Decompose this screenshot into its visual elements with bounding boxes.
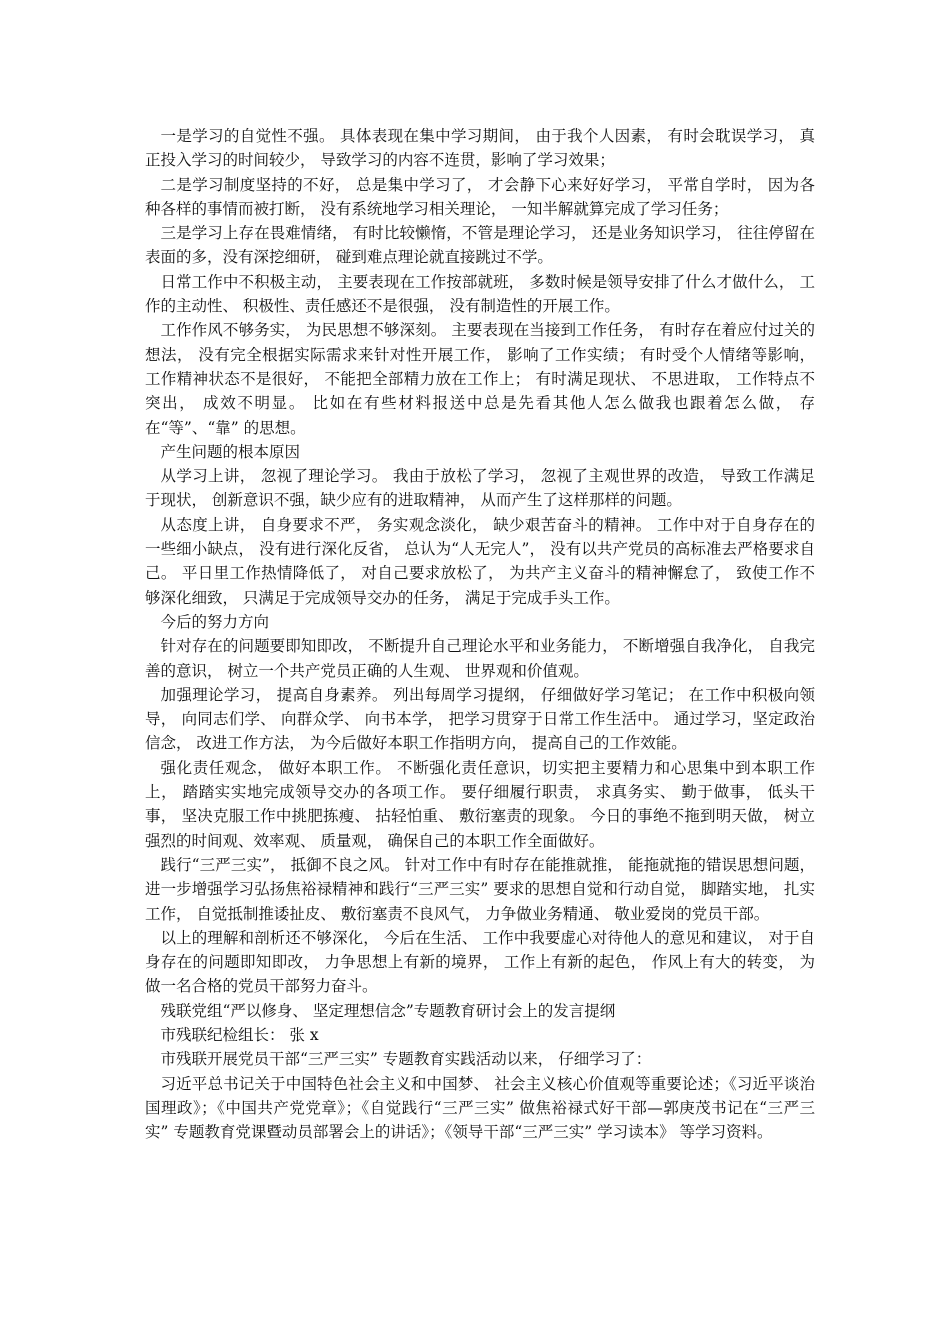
paragraph-study-awareness: 一是学习的自觉性不强。 具体表现在集中学习期间， 由于我个人因素， 有时会耽误学习， 真正投入学习的时间较少， 导致学习的内容不连贯，影响了学习效果； (145, 127, 815, 170)
paragraph-work-style: 工作作风不够务实， 为民思想不够深刻。 主要表现在当接到工作任务， 有时存在着应付过关的想法， 没有完全根据实际需求来针对性开展工作， 影响了工作实绩； 有时受个人情绪等影响， 工作精神状态不是很好， 不能把全部精力放在工作上； 有时满足现状、 不思进取， 工作特点不突出， 成效不明显。 比如在有些材料报送中总是先看其他人怎么做我也跟着怎么做， 存在“等”、“靠” 的思想。 (145, 321, 815, 437)
speaker-line: 市残联纪检组长： 张 x (160, 1025, 319, 1044)
paragraph-study-system: 二是学习制度坚持的不好， 总是集中学习了， 才会静下心来好好学习， 平常自学时， 因为各种各样的事情而被打断， 没有系统地学习相关理论， 一知半解就算完成了学习任务； (145, 175, 815, 218)
paragraph-cause-learning: 从学习上讲， 忽视了理论学习。 我由于放松了学习， 忽视了主观世界的改造， 导致工作满足于现状， 创新意识不强，缺少应有的进取精神， 从而产生了这样那样的问题。 (145, 467, 815, 510)
paragraph-correct-immediately: 针对存在的问题要即知即改， 不断提升自己理论水平和业务能力， 不断增强自我净化， 自我完善的意识， 树立一个共产党员正确的人生观、 世界观和价值观。 (145, 637, 815, 680)
paragraph-strengthen-theory: 加强理论学习， 提高自身素养。 列出每周学习提纲， 仔细做好学习笔记； 在工作中积极向领导， 向同志们学、 向群众学、 向书本学， 把学习贯穿于日常工作生活中。 通过学习，坚定政治信念， 改进工作方法， 为今后做好本职工作指明方向， 提高自己的工作效能。 (145, 685, 815, 753)
paragraph-strengthen-responsibility: 强化责任观念， 做好本职工作。 不断强化责任意识，切实把主要精力和心思集中到本职工作上， 踏踏实实地完成领导交办的各项工作。 要仔细履行职责， 求真务实、 勤于做事， 低头干事， 坚决克服工作中挑肥拣瘦、 拈轻怕重、 敷衍塞责的现象。 今日的事绝不拖到明天做， 树立强烈的时间观、效率观、 质量观， 确保自己的本职工作全面做好。 (145, 758, 815, 850)
paragraph-study-materials: 习近平总书记关于中国特色社会主义和中国梦、 社会主义核心价值观等重要论述；《习近平谈治国理政》；《中国共产党党章》；《自觉践行“三严三实” 做焦裕禄式好干部—郭庚茂书记在“三严三实” 专题教育党课暨动员部署会上的讲话》；《领导干部“三严三实” 学习读本》 等学习资料。 (145, 1074, 815, 1142)
document-body (145, 124, 815, 1144)
speech-outline-title: 残联党组“严以修身、 坚定理想信念”专题教育研讨会上的发言提纲 (160, 1001, 616, 1020)
section-heading-future-direction: 今后的努力方向 (160, 612, 270, 631)
paragraph-study-intro: 市残联开展党员干部“三严三实” 专题教育实践活动以来， 仔细学习了： (160, 1050, 652, 1069)
section-heading-root-causes: 产生问题的根本原因 (160, 442, 301, 461)
paragraph-three-stricts: 践行“三严三实”， 抵御不良之风。 针对工作中有时存在能推就推， 能拖就拖的错误思想问题， 进一步增强学习弘扬焦裕禄精神和践行“三严三实” 要求的思想自觉和行动自觉， 脚踏实地， 扎实工作， 自觉抵制推诿扯皮、 敷衍塞责不良风气， 力争做业务精通、 敬业爱岗的党员干部。 (145, 855, 815, 923)
paragraph-conclusion: 以上的理解和剖析还不够深化， 今后在生活、 工作中我要虚心对待他人的意见和建议， 对于自身存在的问题即知即改， 力争思想上有新的境界， 工作上有新的起色， 作风上有大的转变， 为做一名合格的党员干部努力奋斗。 (145, 928, 815, 996)
paragraph-work-initiative: 日常工作中不积极主动， 主要表现在工作按部就班， 多数时候是领导安排了什么才做什么， 工作的主动性、 积极性、责任感还不是很强， 没有制造性的开展工作。 (145, 272, 815, 316)
paragraph-cause-attitude: 从态度上讲， 自身要求不严， 务实观念淡化， 缺少艰苦奋斗的精神。 工作中对于自身存在的一些细小缺点， 没有进行深化反省， 总认为“人无完人”， 没有以共产党员的高标准去严格要求自己。 平日里工作热情降低了， 对自己要求放松了， 为共产主义奋斗的精神懈怠了， 致使工作不够深化细致， 只满足于完成领导交办的任务， 满足于完成手头工作。 (145, 515, 815, 607)
paragraph-study-reluctance: 三是学习上存在畏难情绪， 有时比较懒惰，不管是理论学习， 还是业务知识学习， 往往停留在表面的多，没有深挖细研， 碰到难点理论就直接跳过不学。 (145, 224, 815, 267)
